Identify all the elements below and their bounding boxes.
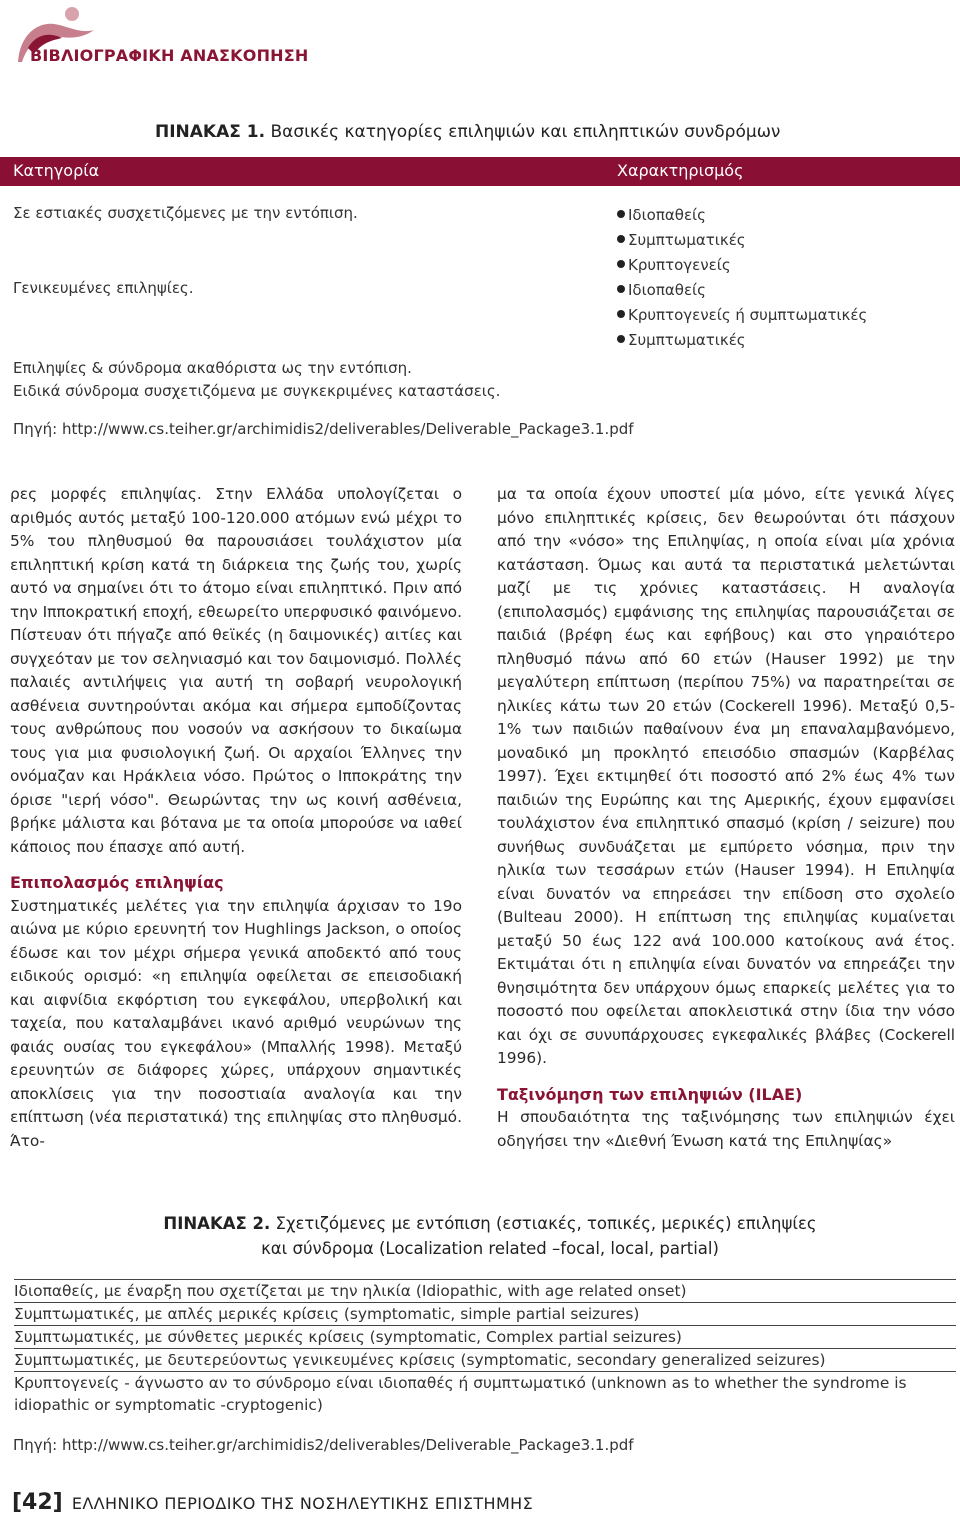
table1-characterization-list (617, 203, 867, 353)
page-number: [42] (12, 1490, 63, 1515)
body-right-column (497, 483, 955, 1153)
table1-source: Πηγή: http://www.cs.teiher.gr/archimidis2/deliverables/Deliverable_Package3.1.pdf (13, 420, 634, 438)
body-left-column (10, 483, 462, 1153)
table2-title-line2: και σύνδρομα (Localization related –focal, local, partial) (261, 1239, 719, 1258)
characterization-item: Συμπτωματικές (617, 328, 867, 353)
bullet-icon (617, 310, 625, 318)
characterization-item: Συμπτωματικές (617, 228, 867, 253)
characterization-item: Κρυπτογενείς ή συμπτωματικές (617, 303, 867, 328)
table2-row: Συμπτωματικές, με δευτερεύοντως γενικευμένες κρίσεις (symptomatic, secondary generalized seizures) (14, 1349, 956, 1372)
table1-row: Σε εστιακές συσχετιζόμενες με την εντόπιση. (13, 204, 358, 222)
characterization-item: Ιδιοπαθείς (617, 278, 867, 303)
paragraph: μα τα οποία έχουν υποστεί μία μόνο, είτε γενικά λίγες μόνο επιληπτικές κρίσεις, δεν θεωρούνται ότι πάσχουν από την «νόσο» της Επιληψίας, η οποία είναι μία χρόνια κατάσταση. Όμως και αυτά τα περιστατικά μελετώνται μαζί με τις χρόνιες καταστάσεις. Η αναλογία (επιπολασμός) εμφάνισης της επιληψίας παρουσιάζεται σε παιδιά (βρέφη έως και εφήβους) και στο γηραιότερο πληθυσμό πάνω από 60 ετών (Hauser 1992) με την μεγαλύτερη επίπτωση (περίπου 75%) να παρατηρείται σε ηλικίες κάτω των 20 ετών (Cockerell 1996). Μεταξύ 0,5-1% των παιδιών παθαίνουν ένα μη επαναλαμβανόμενο, μοναδικό μη προκλητό επεισόδιο σπασμών (Καρβέλας 1997). Έχει εκτιμηθεί ότι ποσοστό από 2% έως 4% των παιδιών της Ευρώπης και της Αμερικής, έχουν εμφανίσει τουλάχιστον ένα επιληπτικό σπασμό (κρίση / seizure) που συνήθως συνδυάζεται με εμπύρετο νόσημα, πριν την ηλικία των τεσσάρων ετών (Hauser 1994). Η Επιληψία είναι δυνατόν να επηρεάσει την επίδοση στο σχολείο (Bulteau 2000). Η επίπτωση της επιληψίας κυμαίνεται μεταξύ 50 έως 122 ανά 100.000 κατοίκους ανά έτος. Εκτιμάται ότι η επιληψία είναι δυνατόν να επηρεάζει την θνησιμότητα δεν υπάρχουν όμως επαρκείς μελέτες για το ποσοστό που οφείλεται αποκλειστικά στην ίδια την νόσο και όχι σε συνυπάρχουσες εγκεφαλικές βλάβες (Cockerell 1996). (497, 485, 955, 1067)
table2 (14, 1279, 956, 1416)
table1-label: ΠΙΝΑΚΑΣ 1. (155, 122, 266, 142)
bullet-icon (617, 235, 625, 243)
bullet-icon (617, 335, 625, 343)
journal-name: ΕΛΛΗΝΙΚΟ ΠΕΡΙΟΔΙΚΟ ΤΗΣ ΝΟΣΗΛΕΥΤΙΚΗΣ ΕΠΙΣΤΗΜΗΣ (71, 1494, 534, 1513)
page-footer (12, 1490, 533, 1515)
bullet-icon (617, 210, 625, 218)
table2-title-line1: Σχετιζόμενες με εντόπιση (εστιακές, τοπικές, μερικές) επιληψίες (275, 1214, 817, 1233)
heading-classification: Ταξινόμηση των επιληψιών (ILAE) (497, 1084, 803, 1104)
characterization-item: Ιδιοπαθείς (617, 203, 867, 228)
section-title: ΒΙΒΛΙΟΓΡΑΦΙΚΗ ΑΝΑΣΚΟΠΗΣΗ (30, 46, 309, 65)
paragraph: Συστηματικές μελέτες για την επιληψία άρχισαν το 19ο αιώνα με κύριο ερευνητή τον Hughlings Jackson, ο οποίος έδωσε και τον μέχρι σήμερα γενικά αποδεκτό από τους ειδικούς ορισμό: «η επιληψία οφείλεται σε επεισοδιακή και αιφνίδια εκφόρτιση του εγκεφάλου, υπερβολική και ταχεία, που καταλαμβάνει ικανό αριθμό νευρώνων της φαιάς ουσίας του εγκεφάλου» (Μπαλλής 1998). Μεταξύ ερευνητών σε διάφορες χώρες, υπάρχουν σημαντικές αποκλίσεις για την ποσοστιαία αναλογία και την επίπτωση (νέα περιστατικά) της επιληψίας στο πληθυσμό. Άτο- (10, 896, 462, 1150)
table1-col-category: Κατηγορία (13, 161, 100, 180)
paragraph: ρες μορφές επιληψίας. Στην Ελλάδα υπολογίζεται ο αριθμός αυτός μεταξύ 100-120.000 ατόμων ενώ μέχρι το 5% του πληθυσμού θα παρουσιάσει τουλάχιστον μία επιληπτική κρίση κατά τη διάρκεια της ζωής του, χωρίς αυτό να σημαίνει ότι το άτομο είναι επιληπτικό. Πριν από την Ιπποκρατική εποχή, εθεωρείτο υπερφυσικό φαινόμενο. Πίστευαν ότι πήγαζε από θεϊκές (η δαιμονικές) αιτίες και συγχεόταν με τον σεληνιασμό και τον δαιμονισμό. Πολλές παλαιές αντιλήψεις για αυτή τη σοβαρή νευρολογική ασθένεια συντηρούνται ακόμα και σήμερα εμποδίζοντας τους ανθρώπους που νοσούν να ασκήσουν το δικαίωμα τους για μια φυσιολογική ζωή. Οι αρχαίοι Έλληνες την ονόμαζαν και Ηράκλεια νόσο. Πρώτος ο Ιπποκράτης την όρισε "ιερή νόσο". Θεωρώντας την ως κοινή ασθένεια, βρήκε μάλιστα και βότανα με τα οποία μπορούσε να ιαθεί κάποιος που έπασχε από αυτή. (10, 485, 462, 856)
table2-row: Κρυπτογενείς - άγνωστο αν το σύνδρομο είναι ιδιοπαθές ή συμπτωματικό (unknown as to whether the syndrome is idiopathic or symptomatic -cryptogenic) (14, 1374, 907, 1414)
paragraph: Η σπουδαιότητα της ταξινόμησης των επιληψιών έχει οδηγήσει την «Διεθνή Ένωση κατά της Επιληψίας» (497, 1108, 955, 1150)
table1-row: Επιληψίες & σύνδρομα ακαθόριστα ως την εντόπιση. (13, 359, 412, 377)
table1-title (155, 122, 780, 142)
table1-title-text: Βασικές κατηγορίες επιληψιών και επιληπτικών συνδρόμων (270, 122, 781, 142)
table2-title (120, 1211, 860, 1261)
table2-row: Ιδιοπαθείς, με έναρξη που σχετίζεται με την ηλικία (Idiopathic, with age related onset) (14, 1280, 956, 1303)
table2-row: Συμπτωματικές, με απλές μερικές κρίσεις (symptomatic, simple partial seizures) (14, 1303, 956, 1326)
table2-row: Συμπτωματικές, με σύνθετες μερικές κρίσεις (symptomatic, Complex partial seizures) (14, 1326, 956, 1349)
table1-col-characterization: Χαρακτηρισμός (617, 161, 744, 180)
table2-source: Πηγή: http://www.cs.teiher.gr/archimidis2/deliverables/Deliverable_Package3.1.pdf (13, 1436, 634, 1454)
heading-prevalence: Επιπολασμός επιληψίας (10, 873, 224, 892)
table2-label: ΠΙΝΑΚΑΣ 2. (163, 1214, 271, 1233)
table1-row: Γενικευμένες επιληψίες. (13, 279, 194, 297)
table1-header (0, 157, 960, 186)
bullet-icon (617, 260, 625, 268)
bullet-icon (617, 285, 625, 293)
table1-row: Ειδικά σύνδρομα συσχετιζόμενα με συγκεκριμένες καταστάσεις. (13, 382, 501, 400)
characterization-item: Κρυπτογενείς (617, 253, 867, 278)
